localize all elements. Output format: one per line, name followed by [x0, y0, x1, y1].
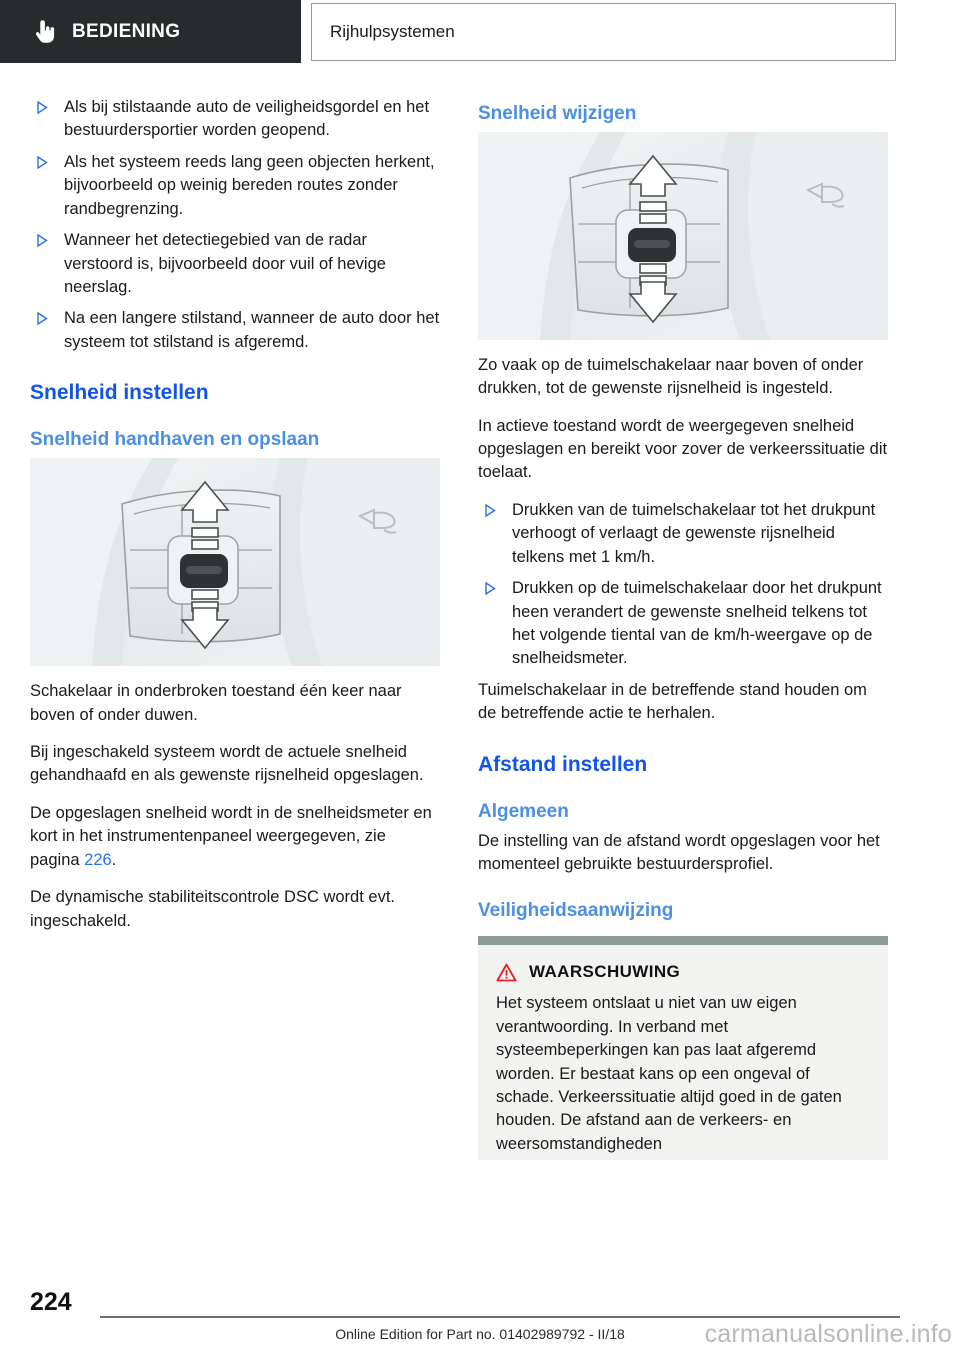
- paragraph-dsc: De dynamische stabiliteitscontrole DSC wordt evt. ingeschakeld.: [30, 888, 395, 930]
- list-item: [30, 96, 440, 143]
- paragraph-zo-vaak: Zo vaak op de tuimelschakelaar naar boven of onder drukken, tot de gewenste rijsnelheid is ingesteld.: [478, 355, 864, 398]
- header-section-label: BEDIENING: [72, 20, 181, 42]
- triangle-bullet-icon: [37, 156, 48, 169]
- list-item-text: Na een langere stilstand, wanneer de auto door het systeem tot stilstand is afgeremd.: [64, 309, 440, 351]
- warning-title-row: [496, 962, 870, 982]
- list-item-text: Als bij stilstaande auto de veiligheidsgordel en het bestuurdersportier worden geopend.: [64, 98, 430, 140]
- list-item-text: Als het systeem reeds lang geen objecten herkent, bijvoorbeeld op weinig bereden routes zonder randbegrenzing.: [64, 152, 435, 218]
- paragraph-ingeschakeld: Bij ingeschakeld systeem wordt de actuele snelheid gehandhaafd en als gewenste rijsnelheid opgeslagen.: [30, 743, 424, 785]
- pointing-hand-icon: [34, 19, 56, 45]
- header-chapter-label: Rijhulpsystemen: [330, 22, 455, 41]
- page-header: [0, 0, 960, 65]
- list-item: [30, 229, 440, 299]
- right-bullet-list: [478, 499, 888, 671]
- triangle-bullet-icon: [485, 504, 496, 517]
- paragraph-opgeslagen-snelheid: [30, 802, 440, 872]
- header-chapter-box: [311, 3, 896, 61]
- warning-box: [478, 936, 888, 1160]
- paragraph-actieve-toestand: In actieve toestand wordt de weergegeven snelheid opgeslagen en bereikt voor zover de verkeerssituatie dit toelaat.: [478, 416, 888, 482]
- section-heading-snelheid-instellen: Snelheid instellen: [30, 381, 209, 405]
- paragraph-text-after-ref: .: [111, 850, 117, 869]
- list-item-text: Drukken van de tuimelschakelaar tot het drukpunt verhoogt of verlaagt de gewenste rijsnelheid telkens met 1 km/h.: [512, 500, 876, 566]
- subsection-heading-veiligheidsaanwijzing: Veiligheidsaanwijzing: [478, 899, 674, 921]
- list-item: [478, 499, 888, 569]
- watermark: carmanualsonline.info: [704, 1320, 952, 1348]
- list-item: [478, 577, 888, 671]
- triangle-bullet-icon: [37, 234, 48, 247]
- header-section-tab: [0, 0, 301, 63]
- subsection-heading-algemeen: Algemeen: [478, 800, 569, 822]
- warning-text: Het systeem ontslaat u niet van uw eigen verantwoording. In verband met systeembeperkingen kan pas laat afgeremd worden. Er bestaat kans op een ongeval of schade. Verkeerssituatie altijd goed in de gaten houden. De afstand aan de verkeers- en weersomstandigheden: [496, 994, 842, 1153]
- subsection-heading-snelheid-wijzigen: Snelheid wijzigen: [478, 103, 637, 124]
- steering-wheel-switch-photo-right: [478, 132, 888, 340]
- left-bullet-list: [30, 96, 440, 354]
- triangle-bullet-icon: [37, 101, 48, 114]
- paragraph-schakelaar: Schakelaar in onderbroken toestand één keer naar boven of onder duwen.: [30, 682, 402, 724]
- triangle-bullet-icon: [485, 582, 496, 595]
- right-column: [478, 96, 888, 1160]
- list-item-text: Wanneer het detectiegebied van de radar verstoord is, bijvoorbeeld door vuil of hevige neerslag.: [64, 231, 386, 296]
- list-item-text: Drukken op de tuimelschakelaar door het drukpunt heen verandert de gewenste snelheid telkens tot het volgende tiental van de km/h-weergave op de snelheidsmeter.: [512, 579, 882, 668]
- warning-content: [478, 945, 888, 1160]
- section-heading-afstand-instellen: Afstand instellen: [478, 752, 648, 776]
- left-column: [30, 96, 440, 947]
- steering-wheel-switch-photo-left: [30, 458, 440, 666]
- page-number: 224: [30, 1288, 72, 1316]
- paragraph-text-before-ref: De opgeslagen snelheid wordt in de snelheidsmeter en kort in het instrumentenpaneel weergegeven, zie pagina: [30, 803, 432, 869]
- paragraph-algemeen: De instelling van de afstand wordt opgeslagen voor het momenteel gebruikte bestuurdersprofiel.: [478, 831, 880, 874]
- warning-title: WAARSCHUWING: [529, 962, 681, 982]
- paragraph-tuimelschakelaar-houden: Tuimelschakelaar in de betreffende stand houden om de betreffende actie te herhalen.: [478, 680, 867, 723]
- warning-triangle-icon: [496, 963, 517, 982]
- warning-top-bar: [478, 936, 888, 945]
- subsection-heading-snelheid-handhaven: Snelheid handhaven en opslaan: [30, 429, 320, 451]
- page-footer: [0, 1282, 960, 1362]
- footer-edition-line: Online Edition for Part no. 01402989792 - II/18: [335, 1326, 625, 1342]
- footer-divider: [100, 1316, 900, 1318]
- list-item: [30, 307, 440, 354]
- triangle-bullet-icon: [37, 312, 48, 325]
- list-item: [30, 151, 440, 221]
- page-reference-link[interactable]: 226: [84, 850, 112, 869]
